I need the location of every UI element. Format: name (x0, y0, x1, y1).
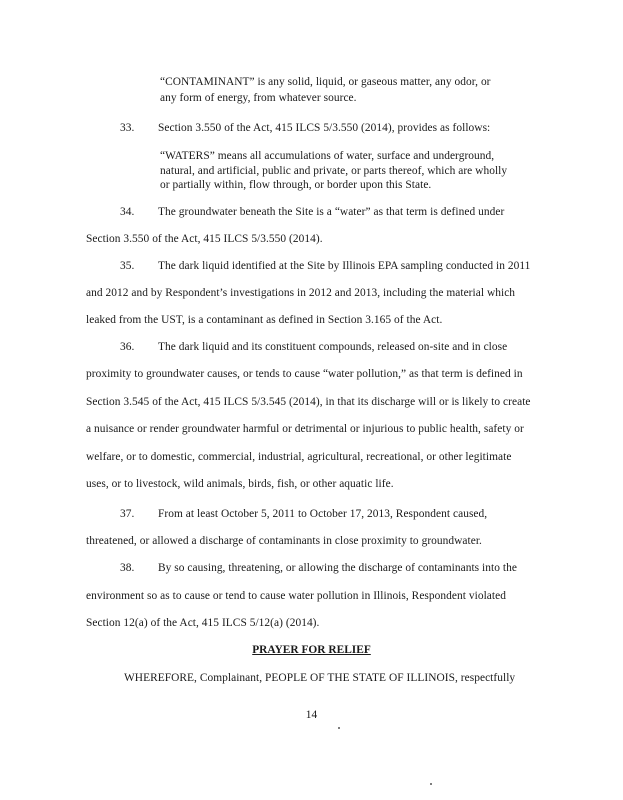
paragraph-36-line-5: welfare, or to domestic, commercial, industrial, agricultural, recreational, or other legitimate (86, 451, 512, 463)
paragraph-34-line-1: The groundwater beneath the Site is a “water” as that term is defined under (158, 206, 505, 218)
paragraph-37-line-2: threatened, or allowed a discharge of contaminants in close proximity to groundwater. (86, 535, 482, 547)
paragraph-35-line-2: and 2012 and by Respondent’s investigations in 2012 and 2013, including the material which (86, 287, 516, 299)
paragraph-33-number: 33. (120, 122, 135, 134)
paragraph-35-number: 35. (120, 260, 135, 272)
paragraph-36-line-6: uses, or to livestock, wild animals, birds, fish, or other aquatic life. (86, 478, 394, 490)
contaminant-definition-line-2: any form of energy, from whatever source. (160, 92, 357, 104)
paragraph-36-line-2: proximity to groundwater causes, or tends to cause “water pollution,” as that term is defined in (86, 368, 523, 380)
paragraph-36-number: 36. (120, 341, 135, 353)
paragraph-38-number: 38. (120, 562, 135, 574)
waters-definition-line-3: or partially within, flow through, or border upon this State. (160, 179, 432, 191)
paragraph-34-line-2: Section 3.550 of the Act, 415 ILCS 5/3.550 (2014). (86, 233, 323, 245)
wherefore-line: WHEREFORE, Complainant, PEOPLE OF THE STATE OF ILLINOIS, respectfully (124, 672, 516, 684)
waters-definition-line-1: “WATERS” means all accumulations of water, surface and underground, (160, 150, 495, 162)
paragraph-36-line-1: The dark liquid and its constituent compounds, released on-site and in close (158, 341, 508, 353)
paragraph-38-line-2: environment so as to cause or tend to cause water pollution in Illinois, Respondent violated (86, 590, 506, 602)
prayer-for-relief-heading: PRAYER FOR RELIEF (252, 644, 371, 656)
page-number: 14 (305, 709, 318, 721)
scan-speck (430, 783, 432, 785)
paragraph-33-text: Section 3.550 of the Act, 415 ILCS 5/3.550 (2014), provides as follows: (158, 122, 491, 134)
paragraph-38-line-1: By so causing, threatening, or allowing the discharge of contaminants into the (158, 562, 517, 574)
paragraph-36-line-4: a nuisance or render groundwater harmful or detrimental or injurious to public health, safety or (86, 423, 524, 435)
contaminant-definition-line-1: “CONTAMINANT” is any solid, liquid, or gaseous matter, any odor, or (160, 76, 491, 88)
paragraph-35-line-3: leaked from the UST, is a contaminant as defined in Section 3.165 of the Act. (86, 314, 443, 326)
paragraph-38-line-3: Section 12(a) of the Act, 415 ILCS 5/12(a) (2014). (86, 617, 320, 629)
paragraph-34-number: 34. (120, 206, 135, 218)
paragraph-37-number: 37. (120, 508, 135, 520)
paragraph-35-line-1: The dark liquid identified at the Site by Illinois EPA sampling conducted in 2011 (158, 260, 531, 272)
paragraph-36-line-3: Section 3.545 of the Act, 415 ILCS 5/3.545 (2014), in that its discharge will or is likely to create (86, 396, 531, 408)
waters-definition-line-2: natural, and artificial, public and private, or parts thereof, which are wholly (160, 165, 508, 177)
paragraph-37-line-1: From at least October 5, 2011 to October 17, 2013, Respondent caused, (158, 508, 488, 520)
scan-speck (338, 727, 340, 729)
